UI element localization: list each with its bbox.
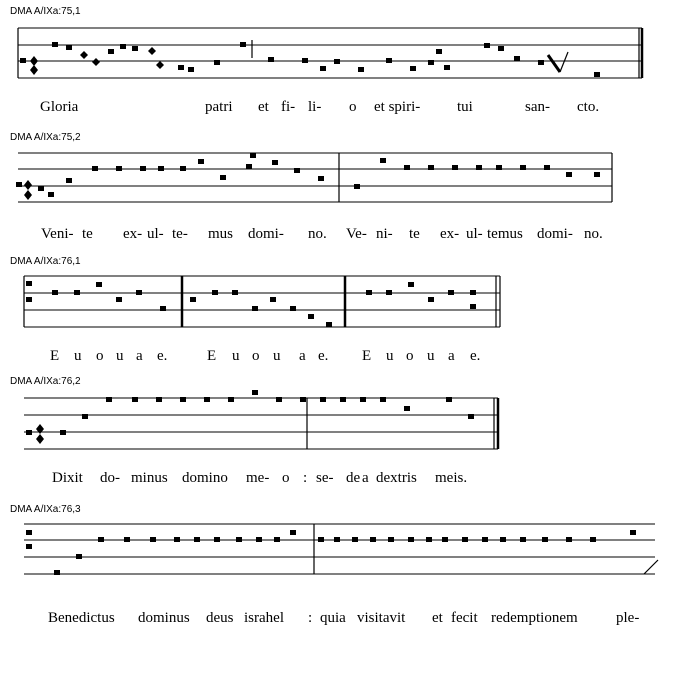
syllable: se- [316,470,334,486]
syllable: visitavit [357,610,406,626]
syllable: li- [308,99,322,115]
source-label-4: DMA A/IXa:76,2 [10,376,81,387]
custos-mark [644,560,658,574]
syllable: dextris [376,470,417,486]
syllable: do- [100,470,120,486]
syllable: cto. [577,99,600,115]
syllable: : [308,610,313,626]
syllable: et [432,610,443,626]
system-4 [10,376,498,486]
syllable: quia [320,610,346,626]
syllable: e. [157,348,168,364]
syllable: Ve- [346,226,367,242]
syllable: te- [172,226,188,242]
source-label-5: DMA A/IXa:76,3 [10,504,81,515]
lyrics-4 [52,470,467,486]
syllable: fi- [281,99,296,115]
syllable: ul- [466,226,483,242]
system-5 [10,504,658,626]
staff-4 [24,398,498,449]
syllable: o [349,99,357,115]
syllable: Benedictus [48,610,115,626]
syllable: E [50,348,60,364]
staff-2 [18,153,612,202]
syllable: e. [318,348,329,364]
syllable: a [362,470,369,486]
syllable: minus [131,470,168,486]
syllable: e. [470,348,481,364]
syllable: domino [182,470,228,486]
source-label-2: DMA A/IXa:75,2 [10,132,81,143]
syllable: fecit [451,610,478,626]
syllable: deus [206,610,234,626]
system-1 [10,6,642,115]
syllable: ni- [376,226,393,242]
syllable: san- [525,99,550,115]
syllable: de [346,470,361,486]
syllable: u [273,348,281,364]
syllable: E [362,348,372,364]
syllable: ex- [123,226,143,242]
syllable: patri [205,99,233,115]
syllable: te [82,226,93,242]
syllable: et [258,99,269,115]
syllable: no. [584,226,603,242]
syllable: o [252,348,260,364]
system-2 [10,132,612,242]
neumes-2 [16,153,600,200]
syllable: o [282,470,290,486]
syllable: mus [208,226,234,242]
syllable: Gloria [40,99,79,115]
syllable: a [136,348,143,364]
syllable: ul- [147,226,164,242]
lyrics-2 [41,226,603,242]
system-3 [10,256,500,364]
syllable: u [116,348,124,364]
syllable: Veni- [41,226,74,242]
neumes-3 [26,281,476,327]
syllable: ple- [616,610,640,626]
lyrics-3 [50,348,480,364]
syllable: domi- [537,226,573,242]
syllable: meis. [435,470,468,486]
source-label-1: DMA A/IXa:75,1 [10,6,81,17]
syllable: et spiri- [374,99,421,115]
source-label-3: DMA A/IXa:76,1 [10,256,81,267]
clef-mark [30,56,38,66]
syllable: me- [246,470,270,486]
syllable: o [96,348,104,364]
syllable: o [406,348,414,364]
syllable: domi- [248,226,284,242]
lyrics-5 [48,610,639,626]
syllable: no. [308,226,327,242]
syllable: u [427,348,435,364]
syllable: dominus [138,610,190,626]
syllable: redemptionem [491,610,578,626]
syllable: te [409,226,420,242]
neumes-1 [20,40,600,77]
syllable: israhel [244,610,284,626]
syllable: a [299,348,306,364]
syllable: a [448,348,455,364]
neumes-5 [26,530,658,575]
syllable: ex- [440,226,460,242]
syllable: : [303,470,308,486]
syllable: temus [487,226,523,242]
syllable: u [386,348,394,364]
lyrics-1 [40,99,599,115]
syllable: E [207,348,217,364]
syllable: u [74,348,82,364]
syllable: tui [457,99,473,115]
syllable: Dixit [52,470,83,486]
syllable: u [232,348,240,364]
staff-5 [24,524,655,574]
